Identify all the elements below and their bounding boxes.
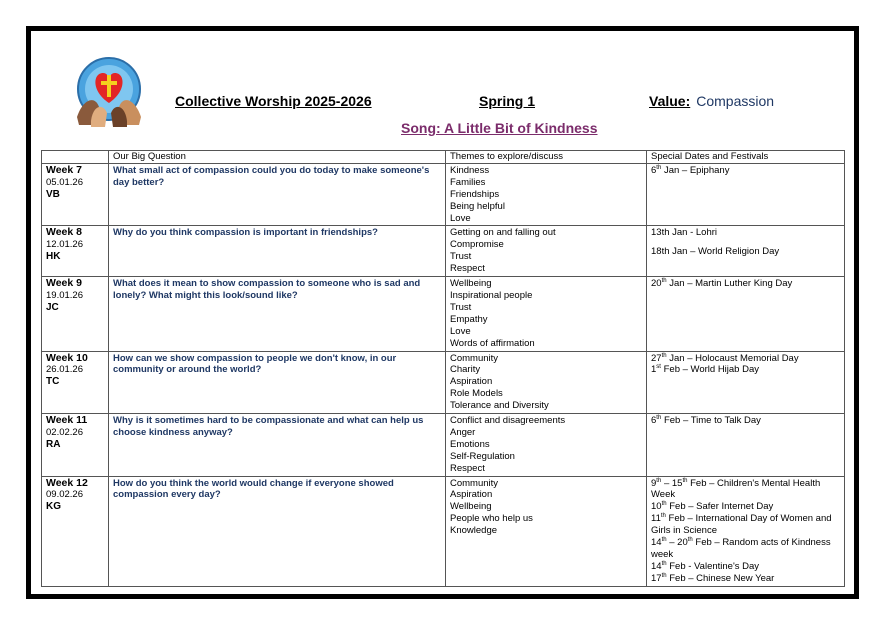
themes-cell (446, 226, 647, 277)
special-date-part: 18th Jan – World Religion Day (651, 246, 780, 258)
special-dates-cell (647, 414, 845, 477)
big-question-cell (109, 351, 446, 414)
table-row (42, 163, 845, 226)
term-label: Spring 1 (479, 93, 536, 109)
theme-item: Anger (450, 426, 476, 438)
special-dates-cell (647, 226, 845, 277)
week-cell (42, 414, 109, 477)
week-cell (42, 476, 109, 586)
special-date-part: 6 (651, 415, 657, 427)
special-date-item (651, 165, 840, 177)
week-cell (42, 277, 109, 351)
special-date-part: 14 (651, 537, 662, 549)
special-date-part: th (661, 277, 667, 284)
special-date-part: th (661, 572, 667, 579)
week-date: 05.01.26 (46, 176, 83, 188)
special-date-item (651, 501, 840, 513)
theme-item: Community (450, 477, 499, 489)
special-date-part: Jan – Epiphany (661, 164, 730, 176)
week-label: Week 12 (46, 476, 88, 489)
special-dates-cell (647, 351, 845, 414)
theme-item: Role Models (450, 388, 503, 400)
special-date-part: Jan – Martin Luther King Day (666, 278, 793, 290)
special-date-item (651, 537, 840, 561)
theme-item: Empathy (450, 313, 488, 325)
week-initials: TC (46, 376, 60, 388)
table-row (42, 226, 845, 277)
special-date-item (651, 478, 840, 502)
week-label: Week 11 (46, 414, 88, 427)
big-question-text: How do you think the world would change if everyone showed compassion every day? (113, 477, 394, 501)
special-date-item (651, 364, 840, 376)
week-date: 09.02.26 (46, 489, 83, 501)
theme-item: People who help us (450, 513, 533, 525)
special-date-part: th (661, 536, 667, 543)
big-question-cell (109, 414, 446, 477)
special-date-item (651, 573, 840, 585)
special-date-part: 14 (651, 560, 662, 572)
special-date-item (651, 246, 840, 258)
header-themes: Themes to explore/discuss (446, 151, 647, 164)
week-cell (42, 226, 109, 277)
value-label: Value: (649, 93, 691, 109)
special-date-part: 6 (651, 164, 657, 176)
special-date-item (651, 278, 840, 290)
week-initials: HK (46, 251, 61, 263)
theme-item: Trust (450, 251, 472, 263)
special-date-part: 9 (651, 477, 657, 489)
song-title: Song: A Little Bit of Kindness (401, 120, 598, 136)
document-page (26, 26, 859, 599)
themes-cell (446, 351, 647, 414)
week-date: 12.01.26 (46, 239, 83, 251)
value-text: Compassion (696, 93, 775, 109)
special-date-item (651, 415, 840, 427)
big-question-cell (109, 226, 446, 277)
theme-item: Compromise (450, 239, 504, 251)
table-row (42, 351, 845, 414)
week-label: Week 10 (46, 351, 88, 364)
big-question-text: Why is it sometimes hard to be compassionate and what can help us choose kindness anyway? (113, 415, 424, 438)
special-date-part: Feb – International Day of Women and Girls in Science (651, 513, 832, 537)
big-question-cell (109, 476, 446, 586)
theme-item: Being helpful (450, 200, 505, 212)
theme-item: Words of affirmation (450, 337, 535, 349)
special-date-part: 13th Jan - Lohri (651, 227, 718, 239)
header-special-dates: Special Dates and Festivals (647, 151, 845, 164)
table-row (42, 476, 845, 586)
week-cell (42, 351, 109, 414)
theme-item: Respect (450, 263, 485, 275)
special-date-part: Jan – Holocaust Memorial Day (666, 352, 799, 364)
special-date-part: Feb – World Hijab Day (660, 364, 759, 376)
themes-cell (446, 476, 647, 586)
theme-item: Getting on and falling out (450, 227, 556, 239)
school-logo (69, 55, 149, 127)
special-date-part: – 15 (661, 477, 683, 489)
themes-cell (446, 277, 647, 351)
week-label: Week 9 (46, 277, 82, 290)
special-date-item (651, 561, 840, 573)
special-date-part: Feb – Time to Talk Day (661, 415, 761, 427)
week-label: Week 8 (46, 226, 82, 239)
header-week (42, 151, 109, 164)
week-date: 26.01.26 (46, 364, 83, 376)
special-date-item (651, 227, 840, 239)
theme-item: Trust (450, 301, 472, 313)
special-dates-cell (647, 163, 845, 226)
themes-cell (446, 163, 647, 226)
special-date-part: 10 (651, 501, 662, 513)
theme-item: Emotions (450, 438, 490, 450)
table-row (42, 414, 845, 477)
page-title: Collective Worship 2025-2026 (175, 93, 372, 109)
big-question-cell (109, 163, 446, 226)
special-date-item (651, 353, 840, 365)
special-date-part: 20 (651, 278, 662, 290)
big-question-text: Why do you think compassion is important in friendships? (113, 227, 378, 239)
special-date-part: th (687, 536, 693, 543)
special-date-part: 27 (651, 352, 662, 364)
week-initials: VB (46, 188, 60, 200)
week-initials: RA (46, 438, 61, 450)
special-date-part: th (656, 164, 662, 171)
theme-item: Aspiration (450, 489, 493, 501)
worship-plan-table (41, 150, 845, 587)
theme-item: Knowledge (450, 525, 498, 537)
special-date-item (651, 513, 840, 537)
big-question-text: How can we show compassion to people we don't know, in our community or around the world? (113, 352, 397, 376)
theme-item: Aspiration (450, 376, 493, 388)
week-label: Week 7 (46, 163, 82, 176)
week-initials: KG (46, 501, 61, 513)
table-row (42, 277, 845, 351)
theme-item: Respect (450, 462, 485, 474)
special-date-part: Feb – Random acts of Kindness week (651, 537, 831, 560)
special-date-part: th (661, 560, 667, 567)
big-question-cell (109, 277, 446, 351)
special-date-part: st (656, 364, 661, 371)
week-initials: JC (46, 301, 59, 313)
special-date-part: th (656, 477, 662, 484)
special-date-part: Feb – Children's Mental Health Week (651, 477, 821, 501)
week-date: 02.02.26 (46, 426, 83, 438)
special-date-part: th (661, 501, 667, 508)
theme-item: Tolerance and Diversity (450, 400, 549, 412)
header-big-question: Our Big Question (109, 151, 446, 164)
theme-item: Charity (450, 364, 481, 376)
big-question-text: What small act of compassion could you do today to make someone's day better? (113, 164, 430, 188)
week-cell (42, 163, 109, 226)
special-date-part: 1 (651, 364, 657, 376)
table-header-row (42, 151, 845, 164)
theme-item: Self-Regulation (450, 450, 515, 462)
themes-cell (446, 414, 647, 477)
value-heading (649, 93, 774, 109)
theme-item: Kindness (450, 164, 490, 176)
week-date: 19.01.26 (46, 289, 83, 301)
theme-item: Wellbeing (450, 501, 492, 513)
special-date-part: th (661, 352, 667, 359)
theme-item: Conflict and disagreements (450, 415, 566, 427)
theme-item: Community (450, 352, 499, 364)
special-date-part: th (656, 414, 662, 421)
special-dates-cell (647, 476, 845, 586)
special-date-part: Feb – Safer Internet Day (666, 501, 774, 513)
theme-item: Families (450, 176, 486, 188)
big-question-text: What does it mean to show compassion to someone who is sad and lonely? What might this look/sound like? (113, 278, 421, 301)
theme-item: Friendships (450, 188, 500, 200)
special-date-part: th (682, 477, 688, 484)
special-date-part: th (660, 513, 666, 520)
special-date-part: Feb - Valentine's Day (666, 560, 760, 572)
special-dates-cell (647, 277, 845, 351)
special-date-part: 17 (651, 572, 662, 584)
theme-item: Wellbeing (450, 278, 492, 290)
special-date-part: Feb – Chinese New Year (666, 572, 775, 584)
theme-item: Love (450, 325, 471, 337)
special-date-part: 11 (651, 513, 661, 525)
theme-item: Inspirational people (450, 289, 533, 301)
theme-item: Love (450, 212, 471, 224)
special-date-part: – 20 (666, 537, 688, 549)
